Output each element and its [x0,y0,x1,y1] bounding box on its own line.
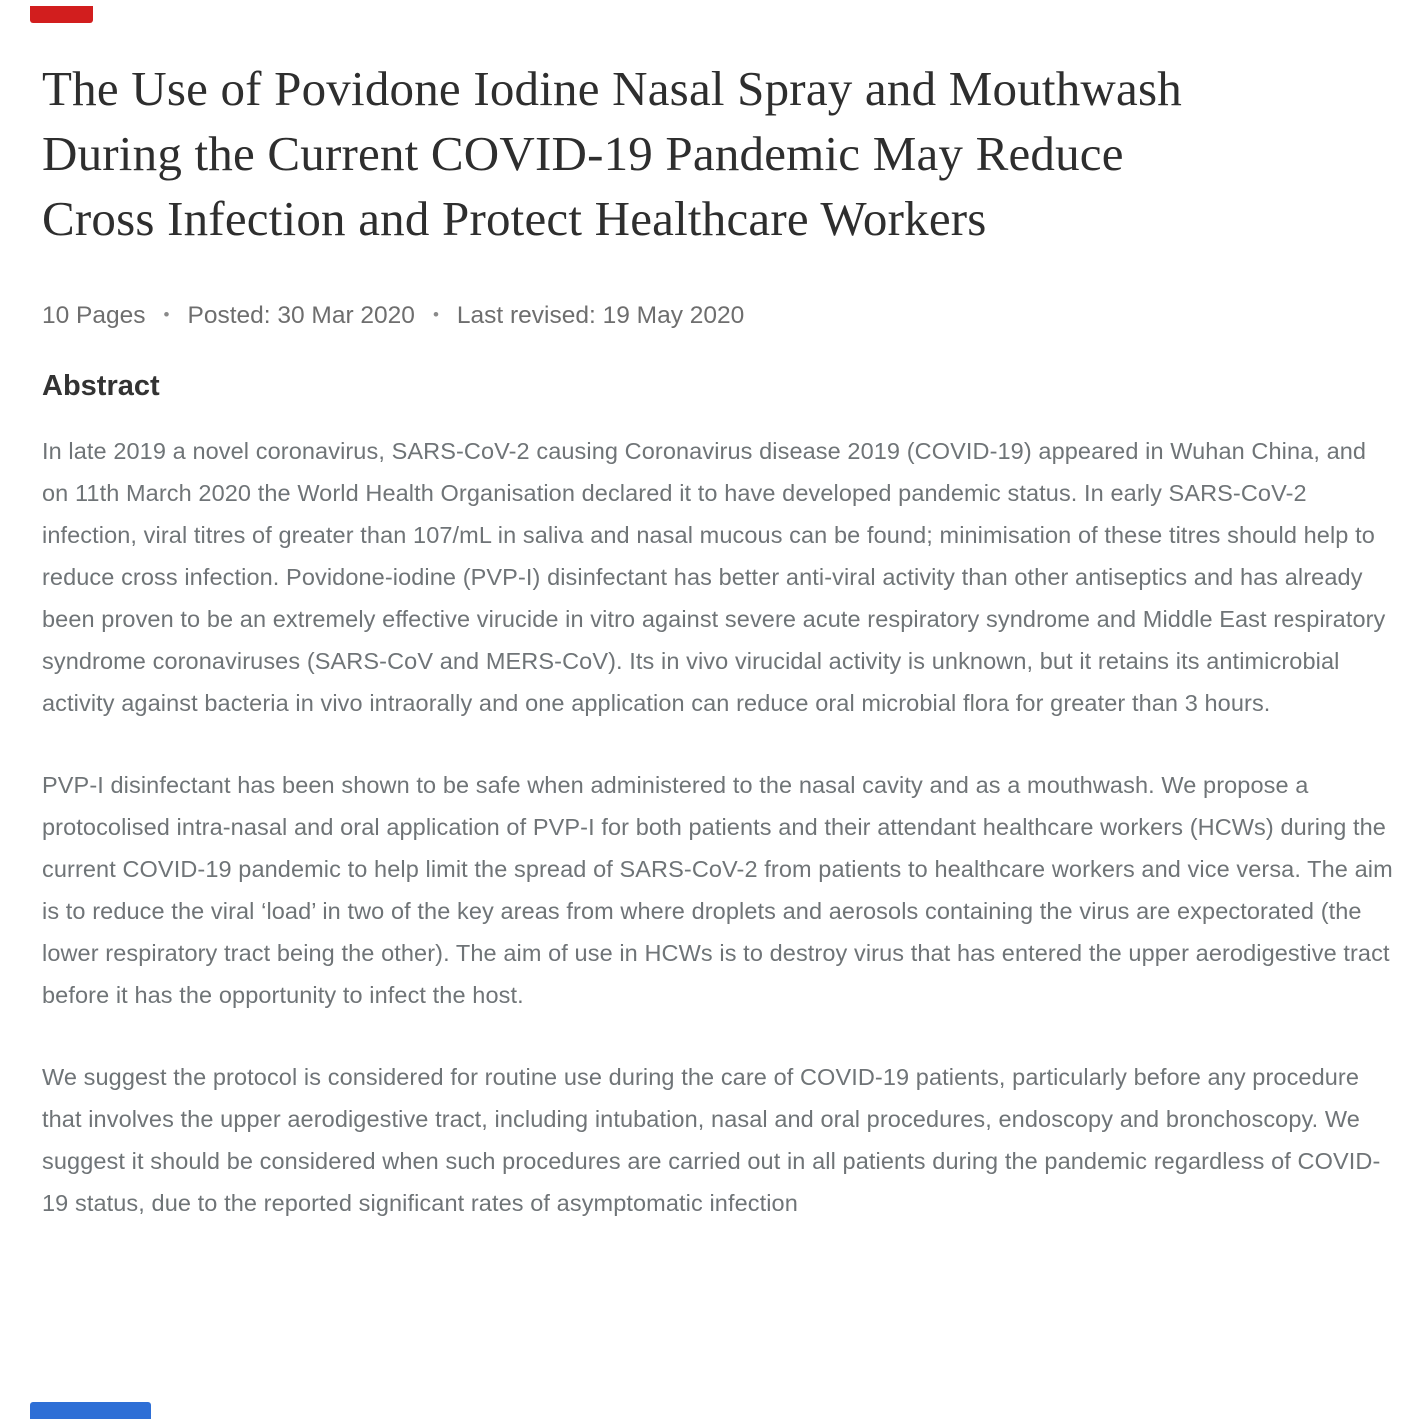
dot-separator: • [163,305,170,324]
abstract-paragraph-3: We suggest the protocol is considered for routine use during the care of COVID-19 patients, particularly before any procedure that involves the upper aerodigestive tract, including intubation, nasal and oral procedures, endoscopy and bronchoscopy. We suggest it should be considered when such procedures are carried out in all patients during the pandemic regardless of COVID-19 status, due to the reported significant rates of asymptomatic infection [42,1064,1381,1216]
abstract-body [42,430,1398,1224]
paper-title-line-2: During the Current COVID-19 Pandemic May Reduce [42,126,1124,181]
paper-meta-row [42,301,1398,331]
clipped-blue-button[interactable] [30,1402,151,1419]
paper-title [42,56,1398,251]
paper-page [42,0,1398,1224]
dot-separator: • [432,305,439,324]
abstract-paragraph-1: In late 2019 a novel coronavirus, SARS-CoV-2 causing Coronavirus disease 2019 (COVID-19) appeared in Wuhan China, and on 11th March 2020 the World Health Organisation declared it to have developed pandemic status. In early SARS-CoV-2 infection, viral titres of greater than 107/mL in saliva and nasal mucous can be found; minimisation of these titres should help to reduce cross infection. Povidone-iodine (PVP-I) disinfectant has better anti-viral activity than other antiseptics and has already been proven to be an extremely effective virucide in vitro against severe acute respiratory syndrome and Middle East respiratory syndrome coronaviruses (SARS-CoV and MERS-CoV). Its in vivo virucidal activity is unknown, but it retains its antimicrobial activity against bacteria in vivo intraorally and one application can reduce oral microbial flora for greater than 3 hours. [42,438,1386,716]
abstract-heading: Abstract [42,370,160,402]
abstract-paragraph-2: PVP-I disinfectant has been shown to be safe when administered to the nasal cavity and as a mouthwash. We propose a protocolised intra-nasal and oral application of PVP-I for both patients and their attendant healthcare workers (HCWs) during the current COVID-19 pandemic to help limit the spread of SARS-CoV-2 from patients to healthcare workers and vice versa. The aim is to reduce the viral ‘load’ in two of the key areas from where droplets and aerosols containing the virus are expectorated (the lower respiratory tract being the other). The aim of use in HCWs is to destroy virus that has entered the upper aerodigestive tract before it has the opportunity to infect the host. [42,772,1393,1008]
paper-title-line-3: Cross Infection and Protect Healthcare Workers [42,191,987,246]
page-count: 10 Pages [42,302,146,329]
paper-title-line-1: The Use of Povidone Iodine Nasal Spray and Mouthwash [42,61,1182,116]
posted-date: Posted: 30 Mar 2020 [187,302,415,329]
last-revised-date: Last revised: 19 May 2020 [456,302,745,329]
